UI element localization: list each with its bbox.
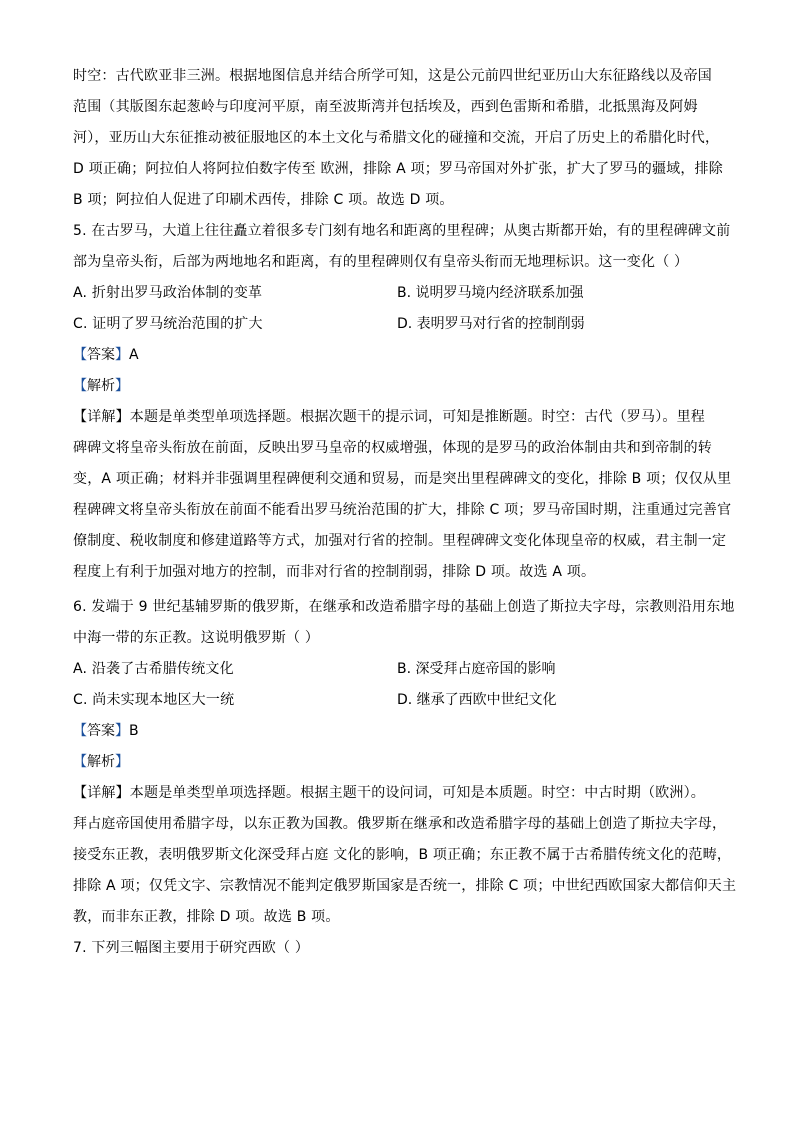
- q5-detail-line-1: 【详解】本题是单类型单项选择题。根据次题干的提示词，可知是推断题。时空：古代（罗马）。里程: [73, 409, 705, 425]
- q5-answer-open-bracket: 【: [73, 347, 87, 363]
- q5-analysis-heading: [73, 376, 129, 396]
- q5-detail-line-4: 程碑碑文将皇帝头衔放在前面不能看出罗马统治范围的扩大，排除 C 项；罗马帝国时期，注重通过完善官: [73, 502, 732, 518]
- q5-option-c: C. 证明了罗马统治范围的扩大: [73, 316, 263, 332]
- q6-stem-line-2: 中海一带的东正教。这说明俄罗斯（ ）: [73, 630, 320, 646]
- q5-analysis-open-bracket: 【: [73, 378, 87, 394]
- q5-stem-line-2: 部为皇帝头衔，后部为两地地名和距离，有的里程碑则仅有皇帝头衔而无地理标识。这一变化（ ）: [73, 254, 689, 270]
- q4-explanation-line-1: 时空：古代欧亚非三洲。根据地图信息并结合所学可知，这是公元前四世纪亚历山大东征路线以及帝国: [73, 68, 712, 84]
- q6-detail-line-4: 排除 A 项；仅凭文字、宗教情况不能判定俄罗斯国家是否统一，排除 C 项；中世纪西欧国家大都信仰天主: [73, 878, 737, 894]
- q6-detail-line-5: 教，而非东正教，排除 D 项。故选 B 项。: [73, 909, 340, 925]
- q6-answer-label: 答案: [87, 723, 115, 739]
- q6-analysis-open-bracket: 【: [73, 754, 87, 770]
- q5-answer-label: 答案: [87, 347, 115, 363]
- q6-option-c: C. 尚未实现本地区大一统: [73, 692, 235, 708]
- q4-explanation-line-3: 河），亚历山大东征推动被征服地区的本土文化与希腊文化的碰撞和交流，开启了历史上的希腊化时代，: [73, 130, 720, 146]
- q5-option-a: A. 折射出罗马政治体制的变革: [73, 285, 263, 301]
- q4-explanation-line-5: B 项；阿拉伯人促进了印刷术西传，排除 C 项。故选 D 项。: [73, 192, 454, 208]
- q5-answer-close-bracket: 】: [115, 347, 129, 363]
- q5-answer-value: A: [129, 347, 139, 363]
- q6-option-a: A. 沿袭了古希腊传统文化: [73, 661, 234, 677]
- q6-option-d: D. 继承了西欧中世纪文化: [397, 692, 557, 708]
- q5-stem-line-1: 5. 在古罗马，大道上往往矗立着很多专门刻有地名和距离的里程碑；从奥古斯都开始，有的里程碑碑文前: [73, 223, 731, 239]
- q5-answer: [73, 345, 139, 365]
- q5-detail-line-3: 变，A 项正确；材料并非强调里程碑便利交通和贸易，而是突出里程碑碑文的变化，排除 B 项；仅仅从里: [73, 471, 732, 487]
- q4-explanation-line-2: 范围（其版图东起葱岭与印度河平原，南至波斯湾并包括埃及，西到色雷斯和希腊，北抵黑海及阿姆: [73, 99, 698, 115]
- q6-detail-line-3: 接受东正教，表明俄罗斯文化深受拜占庭 文化的影响，B 项正确；东正教不属于古希腊传统文化的范畴，: [73, 847, 732, 863]
- q6-answer-open-bracket: 【: [73, 723, 87, 739]
- q5-detail-line-2: 碑碑文将皇帝头衔放在前面，反映出罗马皇帝的权威增强，体现的是罗马的政治体制由共和到帝制的转: [73, 440, 712, 456]
- q6-analysis-close-bracket: 】: [115, 754, 129, 770]
- q6-analysis-heading: [73, 752, 129, 772]
- q6-answer: [73, 721, 139, 741]
- q6-answer-value: B: [129, 723, 139, 739]
- q5-option-d: D. 表明罗马对行省的控制削弱: [397, 316, 585, 332]
- q6-stem-line-1: 6. 发端于 9 世纪基辅罗斯的俄罗斯，在继承和改造希腊字母的基础上创造了斯拉夫字母，宗教则沿用东地: [73, 599, 735, 615]
- q5-analysis-label: 解析: [87, 378, 115, 394]
- q6-analysis-label: 解析: [87, 754, 115, 770]
- q6-detail-line-2: 拜占庭帝国使用希腊字母，以东正教为国教。俄罗斯在继承和改造希腊字母的基础上创造了斯拉夫字母，: [73, 816, 727, 832]
- q4-explanation-line-4: D 项正确；阿拉伯人将阿拉伯数字传至 欧洲，排除 A 项；罗马帝国对外扩张，扩大了罗马的疆域，排除: [73, 161, 723, 177]
- q5-detail-line-6: 程度上有利于加强对地方的控制，而非对行省的控制削弱，排除 D 项。故选 A 项。: [73, 564, 596, 580]
- q5-detail-line-5: 僚制度、税收制度和修建道路等方式，加强对行省的控制。里程碑碑文变化体现皇帝的权威，君主制一定: [73, 533, 727, 549]
- q6-option-b: B. 深受拜占庭帝国的影响: [397, 661, 556, 677]
- q5-option-b: B. 说明罗马境内经济联系加强: [397, 285, 584, 301]
- q6-answer-close-bracket: 】: [115, 723, 129, 739]
- q7-stem: 7. 下列三幅图主要用于研究西欧（ ）: [73, 940, 310, 956]
- q5-analysis-close-bracket: 】: [115, 378, 129, 394]
- q6-detail-line-1: 【详解】本题是单类型单项选择题。根据主题干的设问词，可知是本质题。时空：中古时期（欧洲）。: [73, 785, 705, 801]
